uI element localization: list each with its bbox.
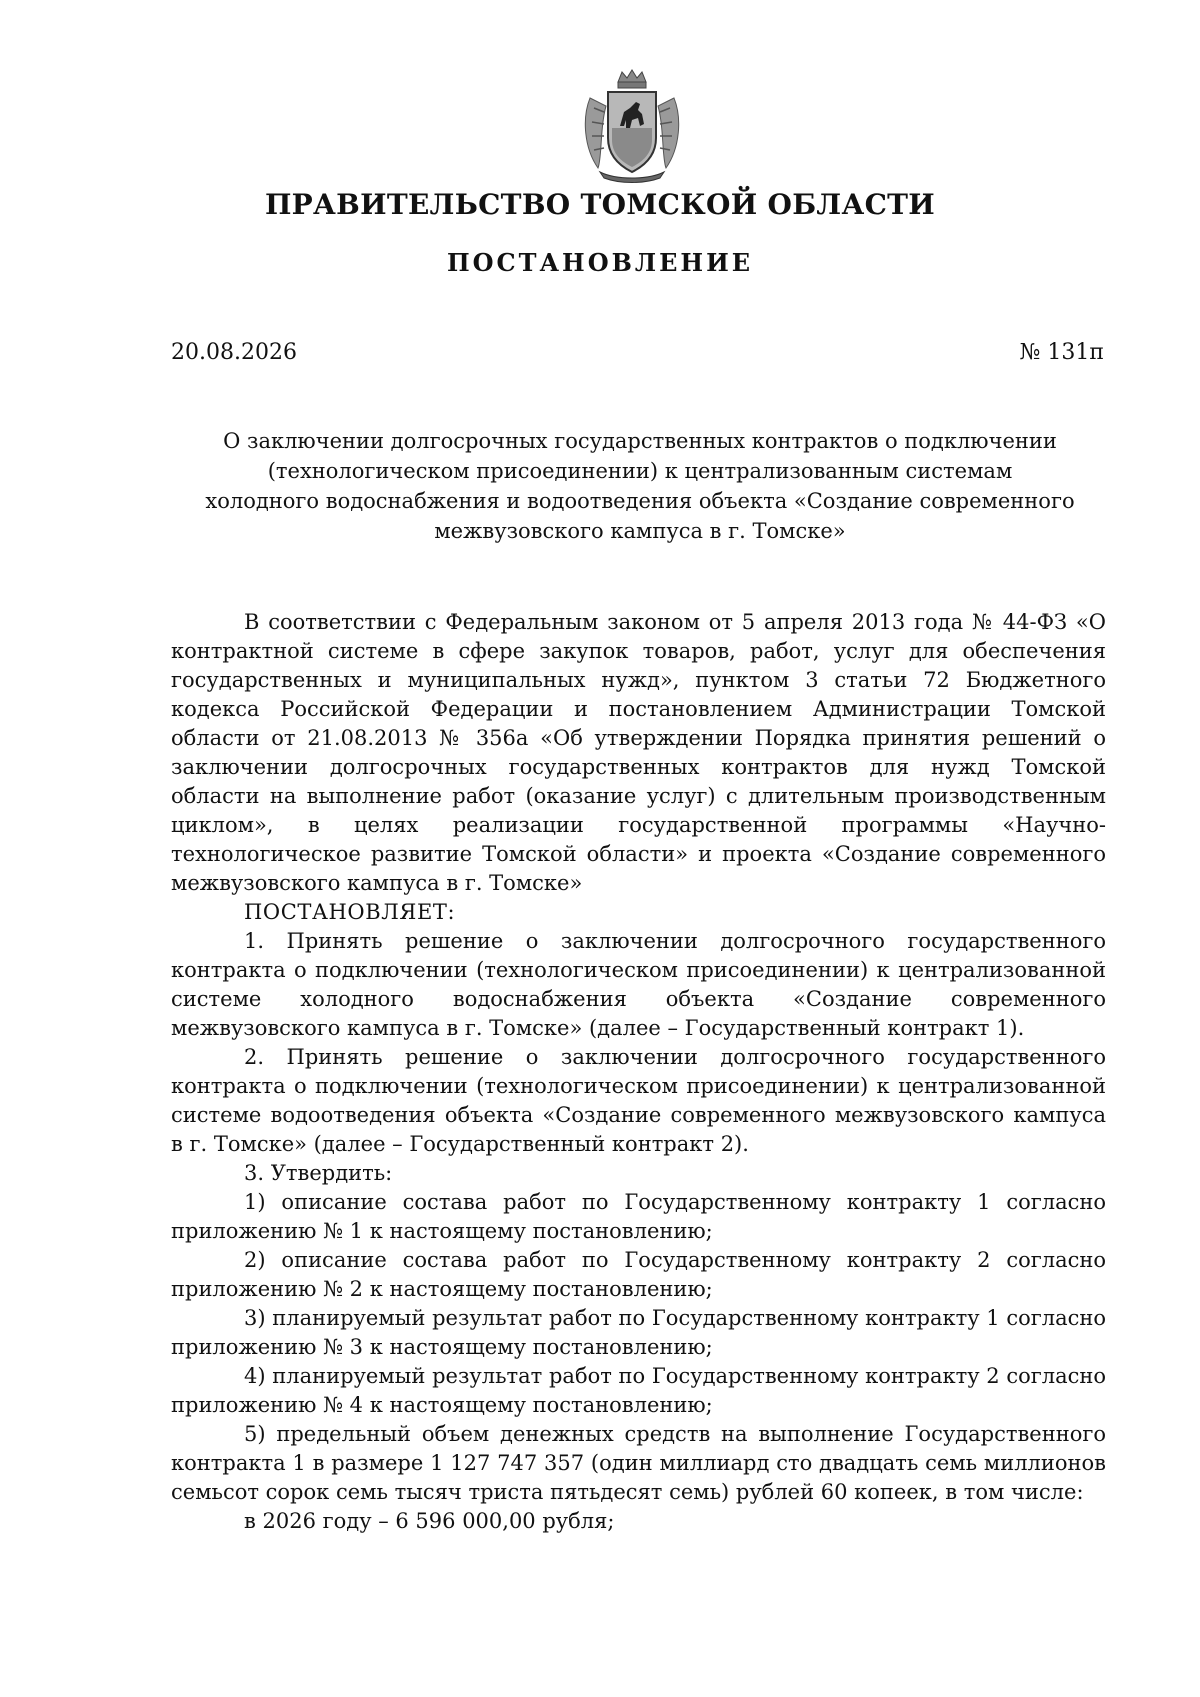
document-body [171,608,1106,1536]
resolution-subitem: 5) предельный объем денежных средств на выполнение Государственного контракта 1 в размере 1 127 747 357 (один миллиард сто двадцать семь миллионов семьсот сорок семь тысяч триста пятьдесят семь) рублей 60 копеек, в том числе: [171,1422,1106,1504]
subject-line: О заключении долгосрочных государственных контрактов о подключении [223,429,1057,453]
subject-line: (технологическом присоединении) к централизованным системам [267,459,1013,483]
government-name: ПРАВИТЕЛЬСТВО ТОМСКОЙ ОБЛАСТИ [264,188,936,221]
resolution-item: 1. Принять решение о заключении долгосрочного государственного контракта о подключении (технологическом присоединении) к централизованной системе холодного водоснабжения объекта «Создание современного межвузовского кампуса в г. Томске» (далее – Государственный контракт 1). [171,929,1106,1040]
resolution-subitem: 2) описание состава работ по Государственному контракту 2 согласно приложению № 2 к настоящему постановлению; [171,1248,1106,1301]
resolution-subitem: 3) планируемый результат работ по Государственному контракту 1 согласно приложению № 3 к настоящему постановлению; [171,1306,1106,1359]
resolution-subitem: 1) описание состава работ по Государственному контракту 1 согласно приложению № 1 к настоящему постановлению; [171,1190,1106,1243]
document-type: ПОСТАНОВЛЕНИЕ [446,248,754,277]
document-subject [180,426,1100,546]
resolution-subitem: в 2026 году – 6 596 000,00 рубля; [244,1509,615,1533]
document-date: 20.08.2026 [171,340,297,365]
document-number: № 131п [1019,340,1104,365]
preamble-paragraph: В соответствии с Федеральным законом от 5 апреля 2013 года № 44-ФЗ «О контрактной системе в сфере закупок товаров, работ, услуг для обеспечения государственных и муниципальных нужд», пунктом 3 статьи 72 Бюджетного кодекса Российской Федерации и постановлением Администрации Томской области от 21.08.2013 № 356а «Об утверждении Порядка принятия решений о заключении долгосрочных государственных контрактов для нужд Томской области на выполнение работ (оказание услуг) с длительным производственным циклом», в целях реализации государственной программы «Научно-технологическое развитие Томской области» и проекта «Создание современного межвузовского кампуса в г. Томске» [171,610,1106,895]
resolution-subitem: 4) планируемый результат работ по Государственному контракту 2 согласно приложению № 4 к настоящему постановлению; [171,1364,1106,1417]
resolution-item: 3. Утвердить: [244,1161,393,1185]
tomsk-oblast-coat-of-arms-icon [580,68,684,184]
subject-line: межвузовского кампуса в г. Томске» [434,519,846,543]
decides-heading: ПОСТАНОВЛЯЕТ: [244,900,456,924]
resolution-item: 2. Принять решение о заключении долгосрочного государственного контракта о подключении (технологическом присоединении) к централизованной системе водоотведения объекта «Создание современного межвузовского кампуса в г. Томске» (далее – Государственный контракт 2). [171,1045,1106,1156]
subject-line: холодного водоснабжения и водоотведения объекта «Создание современного [205,489,1075,513]
